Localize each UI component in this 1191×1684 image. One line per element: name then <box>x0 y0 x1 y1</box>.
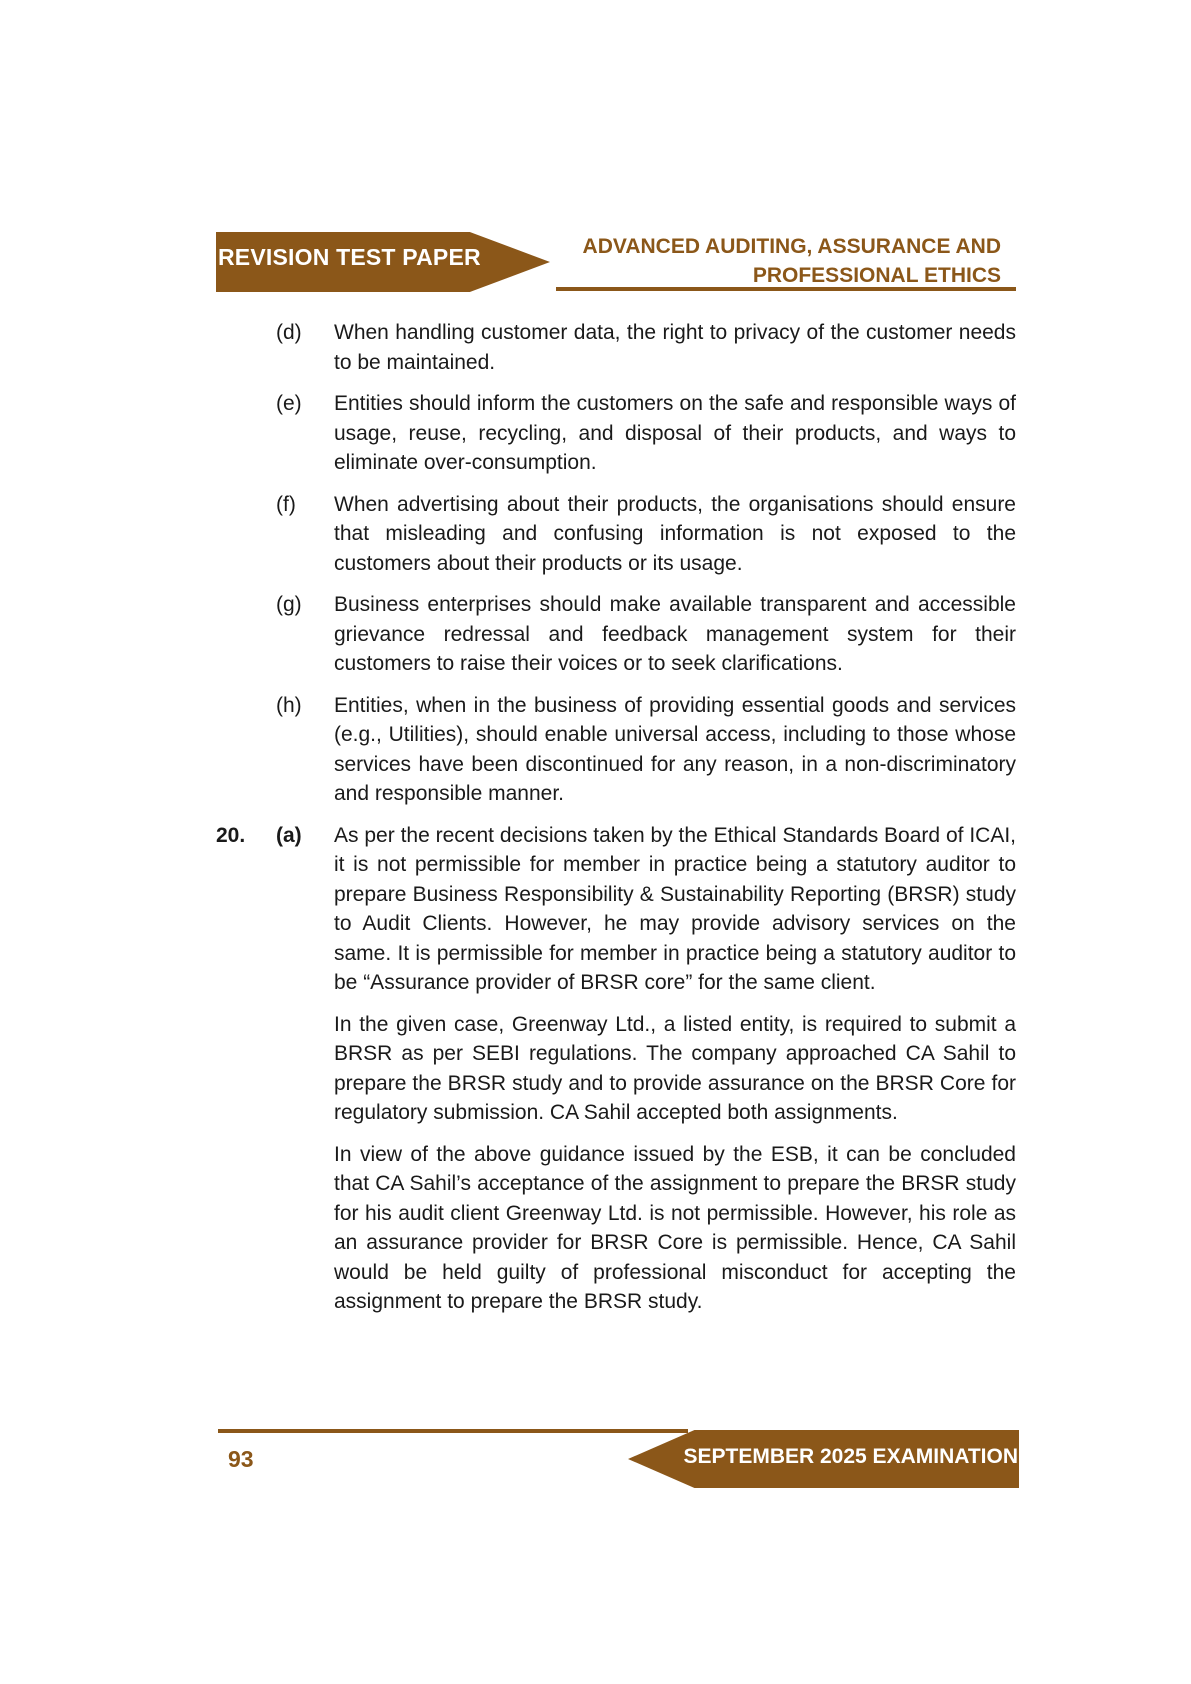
header-subject-line1: ADVANCED AUDITING, ASSURANCE AND <box>582 235 1001 258</box>
list-item-marker: (g) <box>276 593 302 616</box>
question-number-spacer <box>216 590 276 679</box>
answer-paragraph-3: In view of the above guidance issued by the ESB, it can be concluded that CA Sahil’s acceptance of the assignment to prepare the BRSR study for his audit client Greenway Ltd. is not permissible. However, his role as an assurance provider for BRSR Core is permissible. Hence, CA Sahil would be held guilty of professional misconduct for accepting the assignment to prepare the BRSR study. <box>334 1142 1016 1313</box>
list-item-f <box>216 490 1016 579</box>
list-item-d <box>216 318 1016 377</box>
footer-exam-label: SEPTEMBER 2025 EXAMINATION <box>683 1445 1018 1468</box>
header-subject-line2: PROFESSIONAL ETHICS <box>752 264 1001 287</box>
list-item-e <box>216 389 1016 478</box>
list-item-text: Entities should inform the customers on the safe and responsible ways of usage, reuse, recycling, and disposal of their products, and ways to eliminate over-consumption. <box>334 392 1016 474</box>
header-subject-title <box>531 232 1001 290</box>
question-part-marker: (a) <box>276 823 302 847</box>
header-rule <box>556 287 1016 291</box>
list-item-text: Business enterprises should make available transparent and accessible grievance redressal and feedback management system for their customers to raise their voices or to seek clarifications. <box>334 593 1016 675</box>
list-item-marker: (e) <box>276 392 302 415</box>
header-banner-label: REVISION TEST PAPER <box>218 244 481 270</box>
list-item-text: When advertising about their products, the organisations should ensure that misleading and confusing information is not exposed to the customers about their products or its usage. <box>334 492 1016 575</box>
list-item-text-block <box>334 389 1016 478</box>
list-item-g <box>216 590 1016 679</box>
list-item-text-block <box>334 691 1016 809</box>
answer-text-block <box>334 821 1016 1317</box>
question-number-spacer <box>216 318 276 377</box>
list-item-marker: (d) <box>276 321 302 344</box>
question-number-spacer <box>216 389 276 478</box>
list-item-text: Entities, when in the business of providing essential goods and services (e.g., Utilities), should enable universal access, including to those whose services have been discontinued for any reason, in a non-discriminatory and responsible manner. <box>334 693 1016 805</box>
question-number-spacer <box>216 490 276 579</box>
question-number: 20. <box>216 823 246 847</box>
list-item-h <box>216 691 1016 809</box>
question-20a <box>216 821 1016 1317</box>
page-content <box>216 318 1016 1329</box>
footer-rule <box>218 1429 688 1433</box>
list-item-marker: (h) <box>276 693 302 717</box>
list-item-text: When handling customer data, the right to privacy of the customer needs to be maintained. <box>334 321 1016 374</box>
answer-paragraph-1: As per the recent decisions taken by the Ethical Standards Board of ICAI, it is not permissible for member in practice being a statutory auditor to prepare Business Responsibility & Sustainability Reporting (BRSR) study to Audit Clients. However, he may provide advisory services on the same. It is permissible for member in practice being a statutory auditor to be “Assurance provider of BRSR core” for the same client. <box>334 823 1016 994</box>
list-item-text-block <box>334 490 1016 579</box>
question-number-spacer <box>216 691 276 809</box>
page-number: 93 <box>228 1446 254 1472</box>
list-item-text-block <box>334 590 1016 679</box>
list-item-text-block <box>334 318 1016 377</box>
list-item-marker: (f) <box>276 492 296 516</box>
answer-paragraph-2: In the given case, Greenway Ltd., a listed entity, is required to submit a BRSR as per SEBI regulations. The company approached CA Sahil to prepare the BRSR study and to provide assurance on the BRSR Core for regulatory submission. CA Sahil accepted both assignments. <box>334 1012 1016 1124</box>
